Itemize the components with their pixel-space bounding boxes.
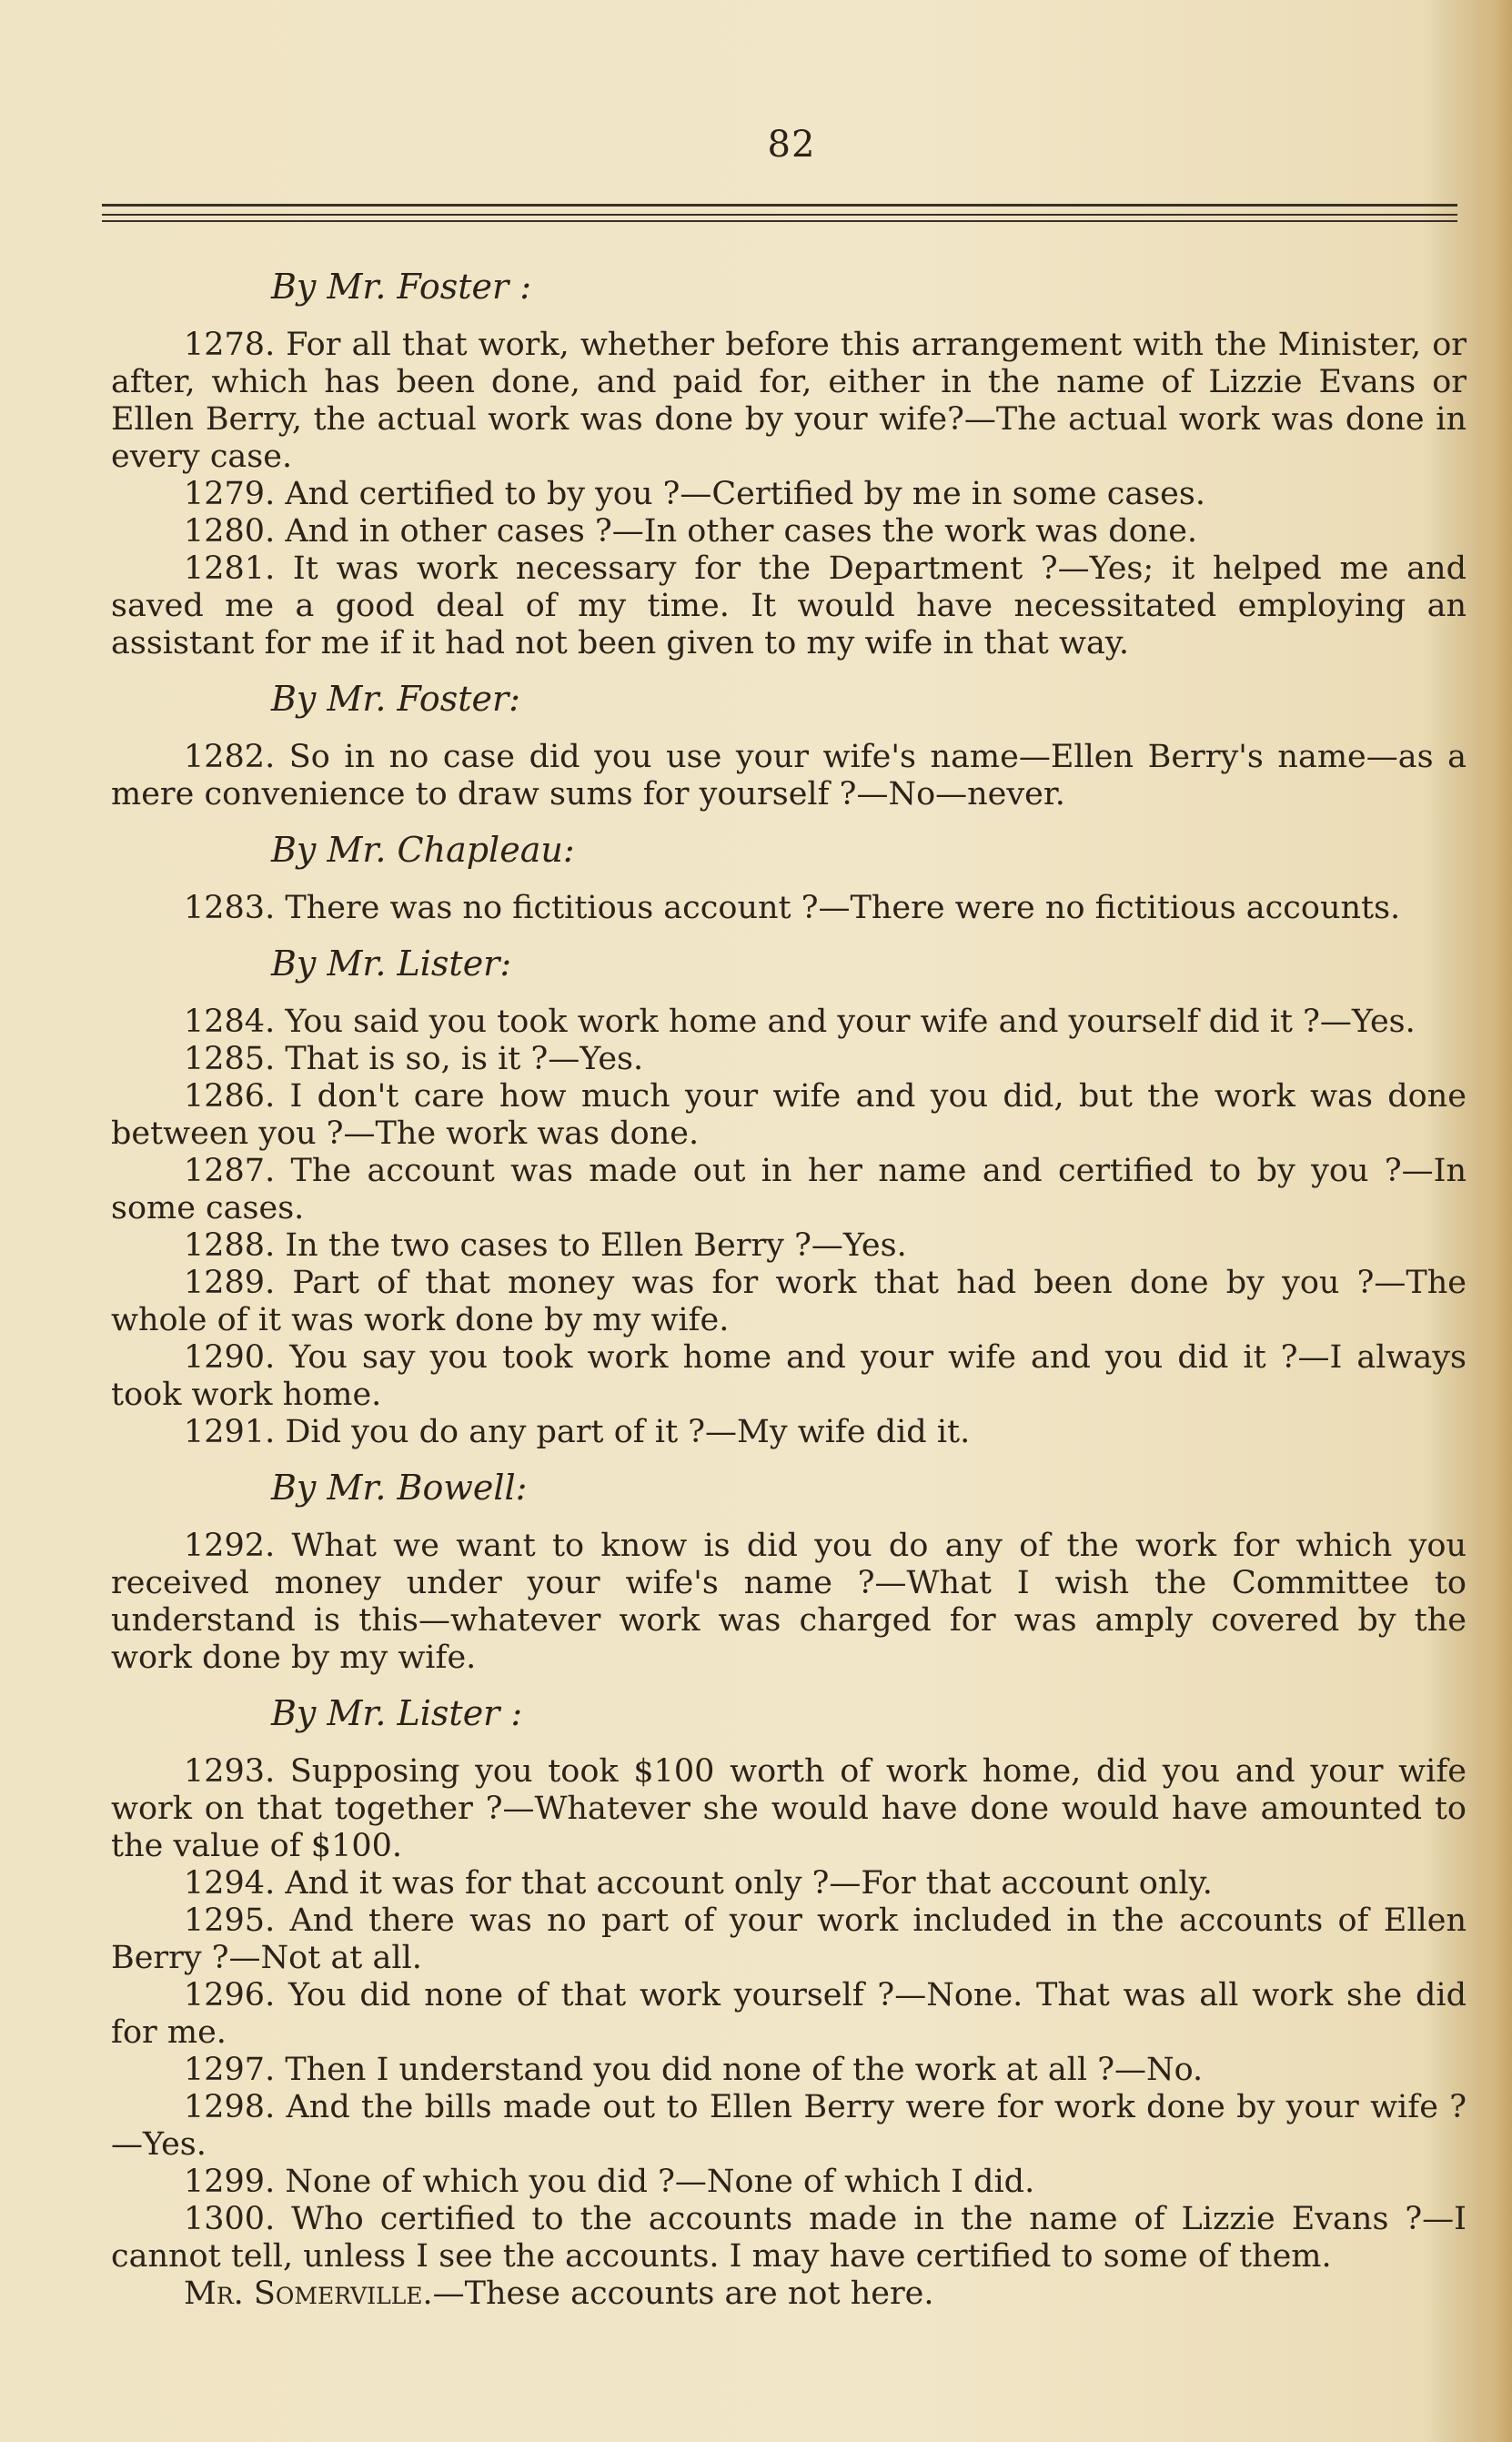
- closing-statement: [111, 2276, 1467, 2313]
- page-edge-shading: [1472, 0, 1512, 2442]
- question-answer-paragraph: 1287. The account was made out in her name and certified to by you ?—In some cases.: [111, 1153, 1467, 1226]
- question-answer-paragraph: 1290. You say you took work home and your wife and you did it ?—I always took work home.: [111, 1339, 1467, 1413]
- question-answer-paragraph: 1300. Who certified to the accounts made in the name of Lizzie Evans ?—I cannot tell, unless I see the accounts. I may have certified to some of them.: [111, 2201, 1467, 2275]
- question-answer-paragraph: 1280. And in other cases ?—In other cases the work was done.: [184, 513, 1198, 550]
- question-answer-paragraph: 1284. You said you took work home and your wife and yourself did it ?—Yes.: [184, 1004, 1416, 1040]
- question-answer-paragraph: 1298. And the bills made out to Ellen Berry were for work done by your wife ?—Yes.: [111, 2089, 1467, 2163]
- speaker-heading: By Mr. Foster:: [271, 679, 520, 719]
- question-answer-paragraph: 1286. I don't care how much your wife and you did, but the work was done between you ?—The work was done.: [111, 1078, 1467, 1152]
- page-number: 82: [767, 124, 816, 166]
- question-answer-paragraph: 1293. Supposing you took $100 worth of work home, did you and your wife work on that together ?—Whatever she would have done would have amounted to the value of $100.: [111, 1753, 1467, 1864]
- question-answer-paragraph: 1296. You did none of that work yourself ?—None. That was all work she did for me.: [111, 1977, 1467, 2051]
- question-answer-paragraph: 1299. None of which you did ?—None of which I did.: [184, 2164, 1035, 2200]
- question-answer-paragraph: 1289. Part of that money was for work that had been done by you ?—The whole of it was work done by my wife.: [111, 1265, 1467, 1338]
- speaker-heading: By Mr. Lister :: [271, 1693, 523, 1733]
- question-answer-paragraph: 1285. That is so, is it ?—Yes.: [184, 1041, 644, 1077]
- question-answer-paragraph: 1288. In the two cases to Ellen Berry ?—Yes.: [184, 1227, 907, 1264]
- speaker-heading: By Mr. Chapleau:: [271, 830, 575, 870]
- header-rule: [102, 204, 1457, 207]
- question-answer-paragraph: 1281. It was work necessary for the Department ?—Yes; it helped me and saved me a good deal of my time. It would have necessitated employing an assistant for me if it had not been given to my wife in that way.: [111, 550, 1467, 661]
- question-answer-paragraph: 1297. Then I understand you did none of the work at all ?—No.: [184, 2052, 1204, 2088]
- question-answer-paragraph: 1282. So in no case did you use your wife's name—Ellen Berry's name—as a mere convenience to draw sums for yourself ?—No—never.: [111, 739, 1467, 812]
- question-answer-paragraph: 1294. And it was for that account only ?—For that account only.: [184, 1865, 1213, 1902]
- question-answer-paragraph: 1279. And certified to by you ?—Certified by me in some cases.: [184, 476, 1205, 512]
- question-answer-paragraph: 1278. For all that work, whether before this arrangement with the Minister, or after, which has been done, and paid for, either in the name of Lizzie Evans or Ellen Berry, the actual work was done by your wife?—The actual work was done in every case.: [111, 327, 1467, 475]
- header-rule: [102, 214, 1457, 216]
- closing-text: —These accounts are not here.: [432, 2276, 934, 2312]
- testimony-body: [111, 250, 1467, 2313]
- question-answer-paragraph: 1283. There was no fictitious account ?—There were no fictitious accounts.: [184, 890, 1401, 926]
- question-answer-paragraph: 1292. What we want to know is did you do any of the work for which you received money under your wife's name ?—What I wish the Committee to understand is this—whatever work was charged for was amply covered by the work done by my wife.: [111, 1528, 1467, 1676]
- speaker-heading: By Mr. Bowell:: [271, 1468, 528, 1508]
- question-answer-paragraph: 1291. Did you do any part of it ?—My wife did it.: [184, 1414, 971, 1450]
- closing-speaker: Mr. Somerville.: [184, 2276, 433, 2312]
- speaker-heading: By Mr. Lister:: [271, 944, 512, 984]
- question-answer-paragraph: 1295. And there was no part of your work included in the accounts of Ellen Berry ?—Not at all.: [111, 1902, 1467, 1976]
- header-rule: [102, 220, 1457, 222]
- speaker-heading: By Mr. Foster :: [271, 267, 532, 307]
